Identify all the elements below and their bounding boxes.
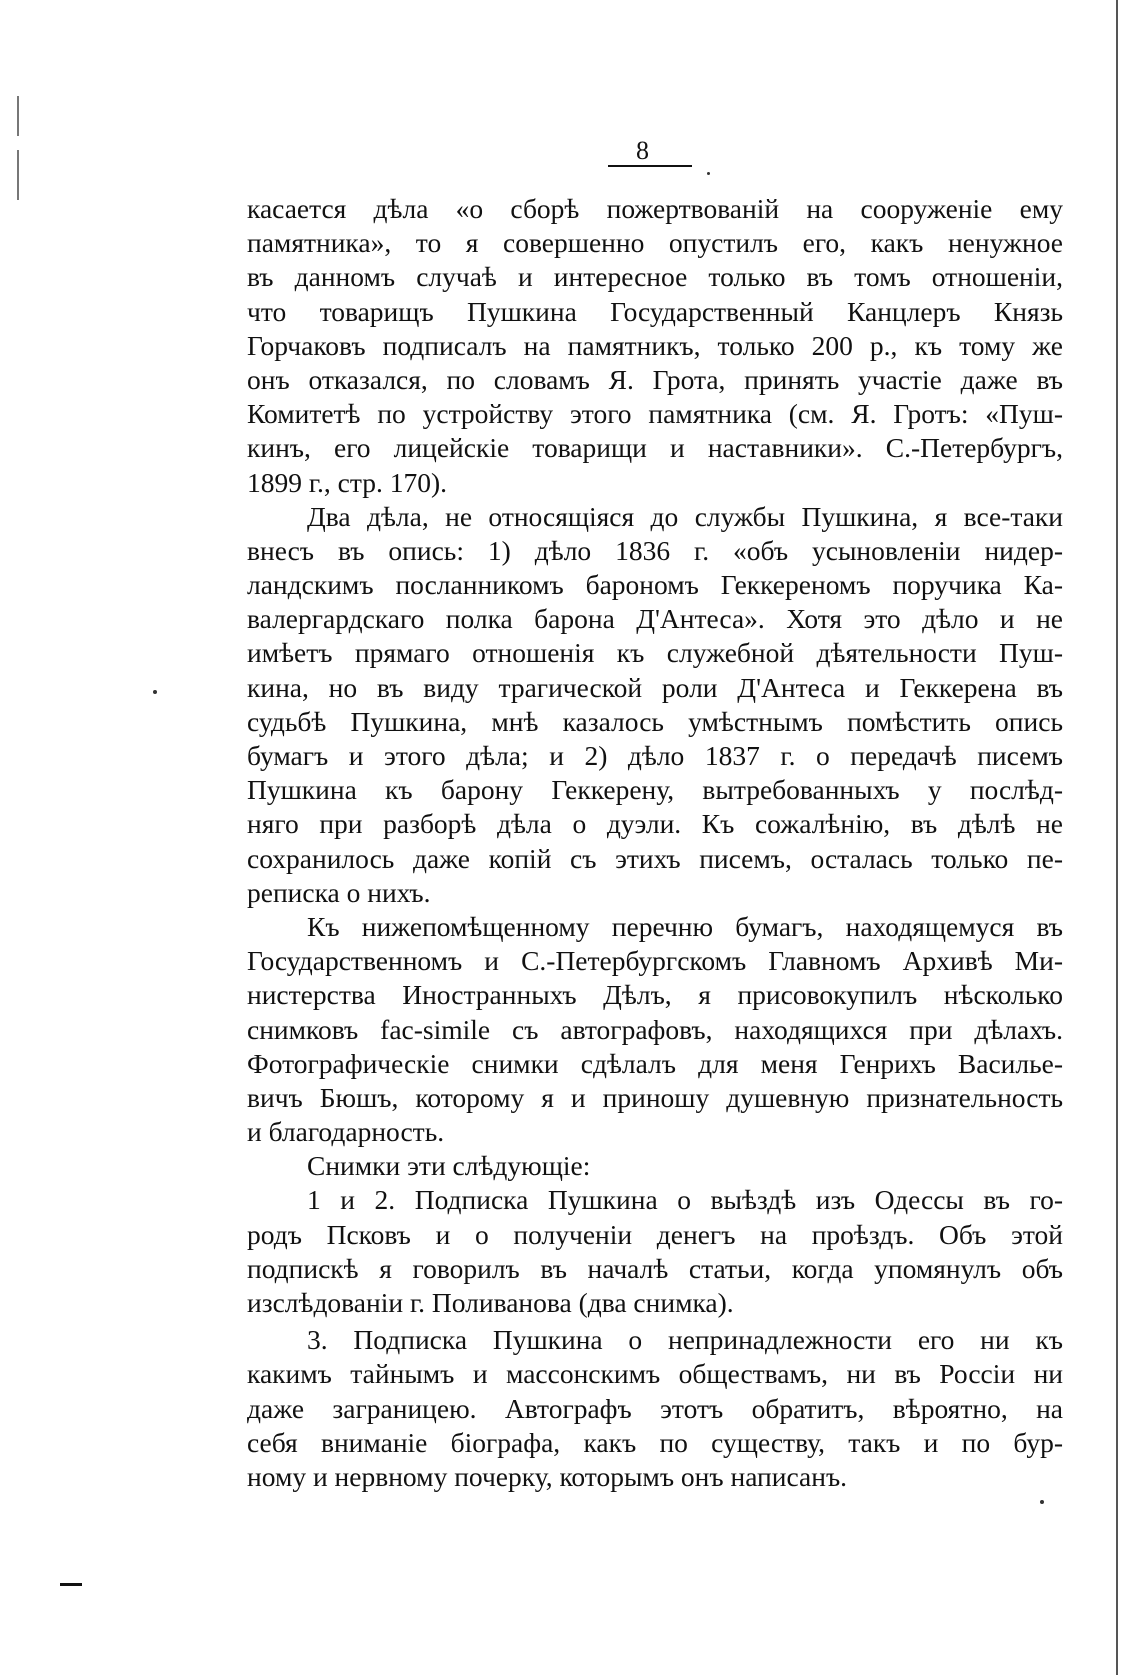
text-line: бумагъ и этого дѣла; и 2) дѣло 1837 г. о передачѣ писемъ (247, 740, 1063, 771)
text-line: памятника», то я совершенно опустилъ его, какъ ненужное (247, 227, 1063, 259)
text-line: судьбѣ Пушкина, мнѣ казалось умѣстнымъ помѣстить опись (247, 705, 1063, 737)
page-number-rule (608, 165, 692, 167)
scan-dash-mark (60, 1583, 82, 1586)
scan-speck (1040, 1500, 1044, 1504)
text-line: нистерства Иностранныхъ Дѣлъ, я присовокупилъ нѣсколько (247, 979, 1063, 1011)
text-line: Фотографическіе снимки сдѣлалъ для меня Генрихъ Василье- (247, 1047, 1063, 1079)
text-line: реписка о нихъ. (247, 876, 431, 908)
text-line: касается дѣла «о сборѣ пожертвованій на сооруженіе ему (247, 193, 1063, 224)
text-line: валергардскаго полка барона Д'Антеса». Хотя это дѣло и не (247, 603, 1063, 635)
text-line: Пушкина къ барону Геккерену, вытребованныхъ у послѣд- (247, 774, 1063, 806)
text-line: Горчаковъ подписалъ на памятникъ, только 200 р., къ тому же (247, 329, 1063, 361)
scan-speck (153, 690, 157, 694)
text-line: 3. Подписка Пушкина о непринадлежности его ни къ (307, 1324, 1063, 1356)
text-line: сохранилось даже копій съ этихъ писемъ, осталась только пе- (247, 842, 1063, 874)
text-line: себя вниманіе біографа, какъ по существу, такъ и по бур- (247, 1426, 1063, 1458)
body-text (247, 192, 1063, 1494)
text-line: Два дѣла, не относящіяся до службы Пушкина, я все-таки (307, 500, 1063, 532)
text-line: ландскимъ посланникомъ барономъ Геккереномъ поручика Ка- (247, 569, 1063, 601)
text-line: даже заграницею. Автографъ этотъ обратитъ, вѣроятно, на (247, 1392, 1063, 1424)
text-line: и благодарность. (247, 1116, 445, 1148)
scan-speck (707, 172, 710, 175)
page-number: 8 (636, 136, 649, 165)
text-line: ному и нервному почерку, которымъ онъ написанъ. (247, 1460, 848, 1492)
text-line: Комитетѣ по устройству этого памятника (см. Я. Гротъ: «Пуш- (247, 398, 1063, 430)
text-line: няго при разборѣ дѣла о дуэли. Къ сожалѣнію, въ дѣлѣ не (247, 808, 1063, 840)
text-line: Снимки эти слѣдующіе: (307, 1150, 591, 1182)
text-line: какимъ тайнымъ и массонскимъ обществамъ, ни въ Россіи ни (247, 1358, 1063, 1390)
text-line: кина, но въ виду трагической роли Д'Антеса и Геккерена въ (247, 671, 1063, 703)
text-line: кинъ, его лицейскіе товарищи и наставники». С.-Петербургъ, (247, 432, 1063, 464)
scan-left-edge-mark (17, 150, 19, 200)
text-line: снимковъ fac-simile съ автографовъ, находящихся при дѣлахъ. (247, 1013, 1063, 1045)
text-line: изслѣдованіи г. Поливанова (два снимка). (247, 1287, 734, 1318)
text-line: 1 и 2. Подписка Пушкина о выѣздѣ изъ Одессы въ го- (307, 1184, 1063, 1216)
text-line: Государственномъ и С.-Петербургскомъ Главномъ Архивѣ Ми- (247, 945, 1063, 977)
scan-left-edge-mark (17, 96, 19, 136)
text-line: онъ отказался, по словамъ Я. Грота, принять участіе даже въ (247, 363, 1063, 395)
text-line: 1899 г., стр. 170). (247, 466, 448, 498)
text-line: подпискѣ я говорилъ въ началѣ статьи, когда упомянулъ объ (247, 1252, 1063, 1284)
text-line: родъ Псковъ и о полученіи денегъ на проѣздъ. Объ этой (247, 1218, 1063, 1250)
text-line: имѣетъ прямаго отношенія къ служебной дѣятельности Пуш- (247, 637, 1063, 669)
text-line: вичъ Бюшъ, которому я и приношу душевную признательность (247, 1081, 1063, 1113)
text-line: что товарищъ Пушкина Государственный Канцлеръ Князь (247, 295, 1063, 327)
scan-right-edge-line (1116, 0, 1118, 1675)
text-line: въ данномъ случаѣ и интересное только въ томъ отношеніи, (247, 261, 1063, 293)
text-line: Къ нижепомѣщенному перечню бумагъ, находящемуся въ (307, 910, 1063, 942)
text-line: внесъ въ опись: 1) дѣло 1836 г. «объ усыновленіи нидер- (247, 534, 1063, 566)
